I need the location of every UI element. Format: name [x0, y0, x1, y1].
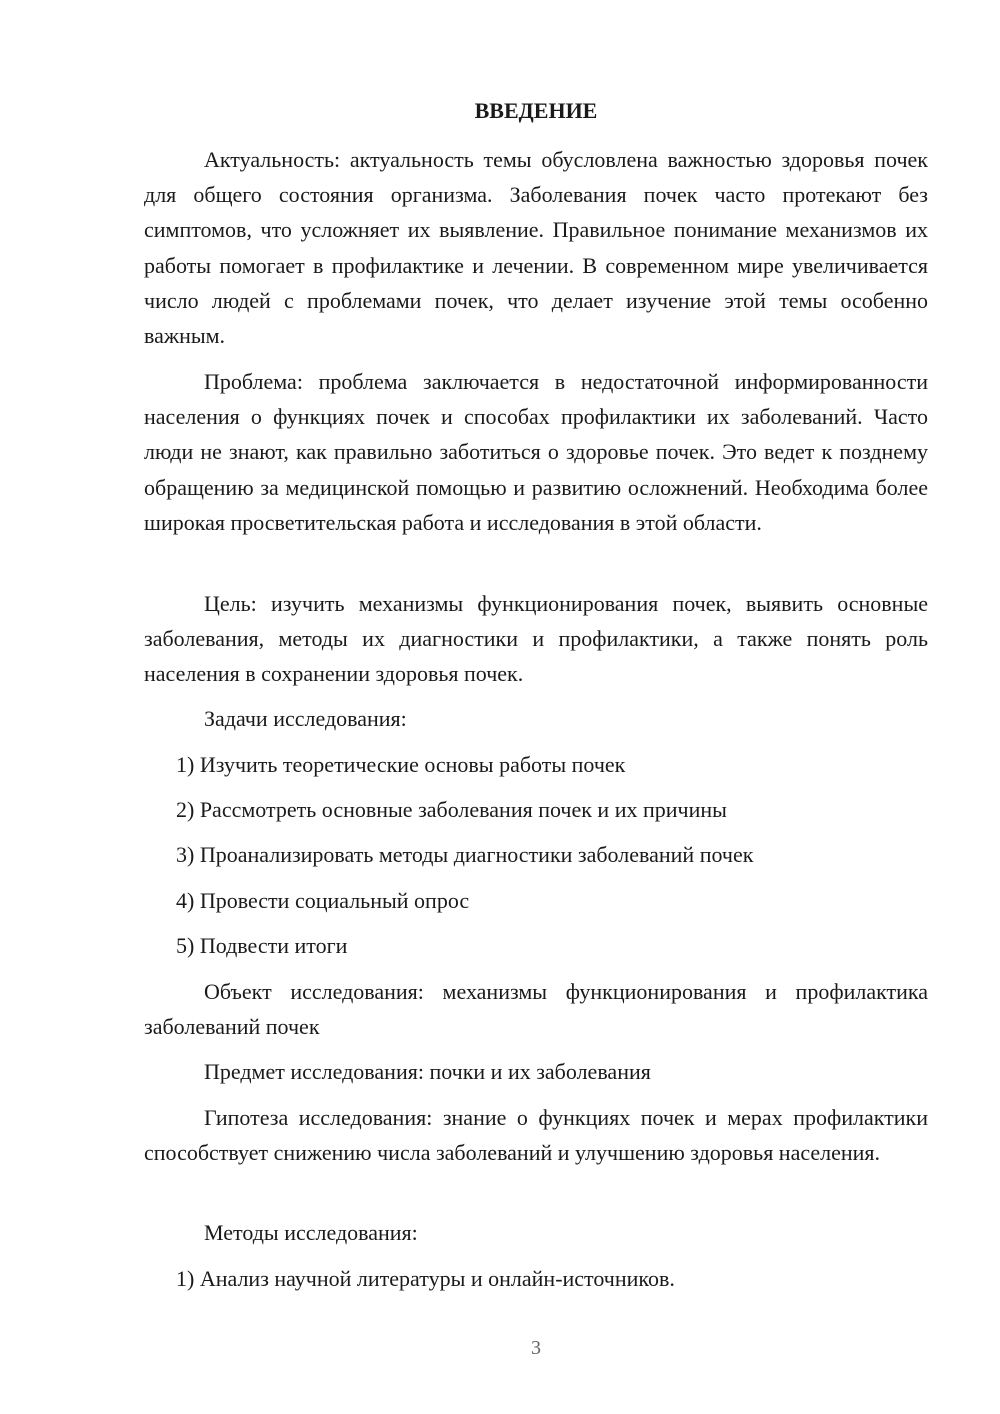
task-item-3: 3) Проанализировать методы диагностики заболеваний почек — [176, 842, 754, 867]
task-item-2: 2) Рассмотреть основные заболевания почек и их причины — [176, 797, 727, 822]
paragraph-object: Объект исследования: механизмы функционирования и профилактика заболеваний почек — [144, 979, 928, 1040]
page-number: 3 — [531, 1337, 541, 1359]
paragraph-problem: Проблема: проблема заключается в недостаточной информированности населения о функциях почек и способах профилактики их заболеваний. Часто люди не знают, как правильно заботиться о здоровье почек. Это ведет к позднему обращению за медицинской помощью и развитию осложнений. Необходима более широкая просветительская работа и исследования в этой области. — [144, 369, 928, 535]
method-item-1: 1) Анализ научной литературы и онлайн-источников. — [176, 1266, 675, 1291]
task-item-4: 4) Провести социальный опрос — [176, 888, 470, 913]
paragraph-relevance: Актуальность: актуальность темы обусловлена важностью здоровья почек для общего состояния организма. Заболевания почек часто протекают без симптомов, что усложняет их выявление. Правильное понимание механизмов их работы помогает в профилактике и лечении. В современном мире увеличивается число людей с проблемами почек, что делает изучение этой темы особенно важным. — [144, 147, 928, 349]
task-item-1: 1) Изучить теоретические основы работы почек — [176, 752, 626, 777]
paragraph-hypothesis: Гипотеза исследования: знание о функциях почек и мерах профилактики способствует снижению числа заболеваний и улучшению здоровья населения. — [144, 1105, 928, 1166]
paragraph-goal: Цель: изучить механизмы функционирования почек, выявить основные заболевания, методы их диагностики и профилактики, а также понять роль населения в сохранении здоровья почек. — [144, 591, 928, 687]
paragraph-subject: Предмет исследования: почки и их заболевания — [204, 1059, 651, 1084]
section-title: ВВЕДЕНИЕ — [474, 98, 598, 123]
task-item-5: 5) Подвести итоги — [176, 933, 348, 958]
methods-heading: Методы исследования: — [204, 1220, 418, 1245]
tasks-heading: Задачи исследования: — [204, 706, 407, 731]
